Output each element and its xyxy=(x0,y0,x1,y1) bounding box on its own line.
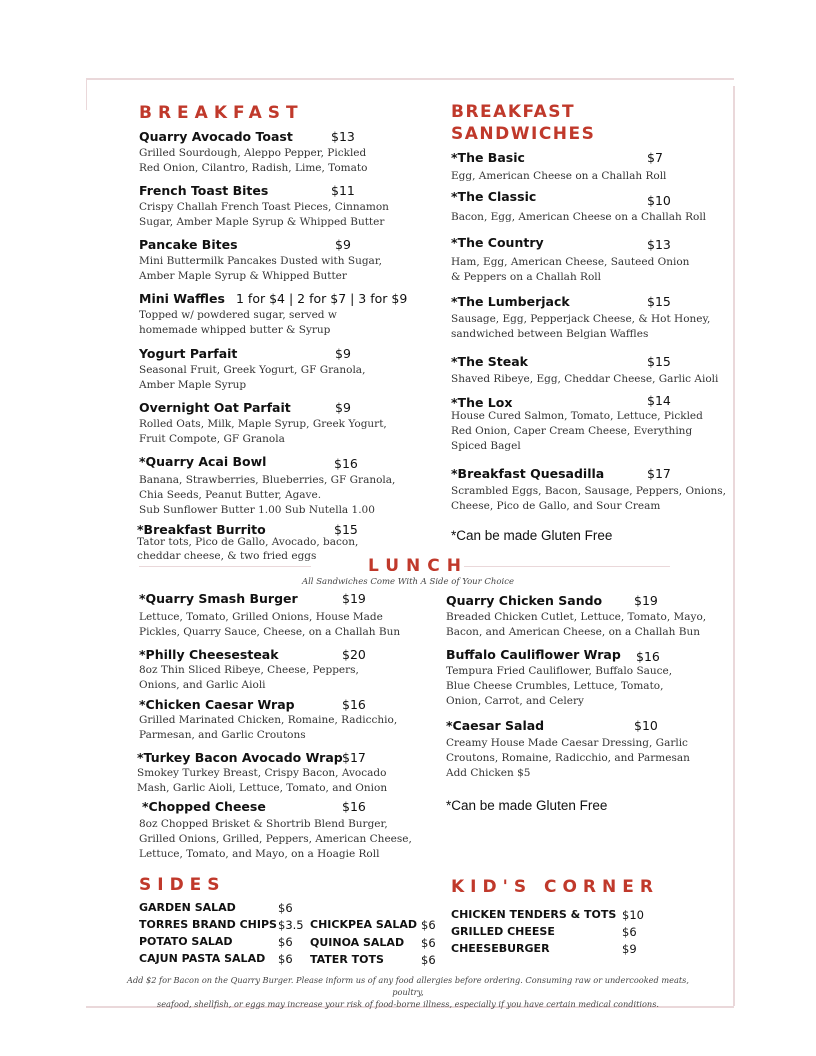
item-price: $17 xyxy=(342,750,366,765)
kids-name: GRILLED CHEESE xyxy=(451,925,555,938)
item-desc: Shaved Ribeye, Egg, Cheddar Cheese, Garlic Aioli xyxy=(451,373,719,385)
side-name: GARDEN SALAD xyxy=(139,901,236,914)
side-name: TORRES BRAND CHIPS xyxy=(139,918,277,931)
item-desc: House Cured Salmon, Tomato, Lettuce, Pickled xyxy=(451,410,703,422)
sides-heading: SIDES xyxy=(139,875,226,895)
item-price: 1 for $4 | 2 for $7 | 3 for $9 xyxy=(236,291,408,306)
item-price: $13 xyxy=(331,129,355,144)
item-desc: Bacon, and American Cheese, on a Challah Bun xyxy=(446,626,700,638)
item-desc: Amber Maple Syrup xyxy=(139,379,247,391)
item-desc: Lettuce, Tomato, and Mayo, on a Hoagie Roll xyxy=(139,848,380,860)
item-desc: Ham, Egg, American Cheese, Sauteed Onion xyxy=(451,256,690,268)
item-desc: Chia Seeds, Peanut Butter, Agave. xyxy=(139,489,322,501)
item-desc: Blue Cheese Crumbles, Lettuce, Tomato, xyxy=(446,680,664,692)
item-desc: cheddar cheese, & two fried eggs xyxy=(137,550,317,562)
side-name: QUINOA SALAD xyxy=(310,936,405,949)
item-price: $10 xyxy=(647,193,671,208)
side-price: $6 xyxy=(421,936,436,950)
item-price: $15 xyxy=(647,294,671,309)
item-name: French Toast Bites xyxy=(139,183,269,198)
item-desc: Grilled Sourdough, Aleppo Pepper, Pickled xyxy=(139,147,367,159)
item-desc: Add Chicken $5 xyxy=(446,767,531,779)
item-desc: sandwiched between Belgian Waffles xyxy=(451,328,649,340)
item-price: $16 xyxy=(636,649,660,664)
item-desc: Red Onion, Cilantro, Radish, Lime, Tomato xyxy=(139,162,368,174)
lunch-subheading: All Sandwiches Come With A Side of Your Choice xyxy=(301,577,515,587)
side-price: $6 xyxy=(278,901,293,915)
item-name: *The Lox xyxy=(451,395,513,410)
item-desc: Fruit Compote, GF Granola xyxy=(139,433,285,445)
side-name: CHICKPEA SALAD xyxy=(310,918,417,931)
item-desc: Sausage, Egg, Pepperjack Cheese, & Hot Honey, xyxy=(451,313,711,325)
item-name: Quarry Chicken Sando xyxy=(446,593,603,608)
item-desc: Spiced Bagel xyxy=(451,440,521,452)
item-name: Buffalo Cauliflower Wrap xyxy=(446,647,621,662)
item-price: $19 xyxy=(342,591,366,606)
side-name: POTATO SALAD xyxy=(139,935,233,948)
item-price: $9 xyxy=(335,237,351,252)
item-desc: Parmesan, and Garlic Croutons xyxy=(139,729,306,741)
item-name: *The Classic xyxy=(451,189,537,204)
item-name: *Breakfast Quesadilla xyxy=(451,466,605,481)
item-name: *The Country xyxy=(451,235,544,250)
breakfast-heading: BREAKFAST xyxy=(139,103,304,123)
kids-price: $9 xyxy=(622,942,637,956)
item-price: $9 xyxy=(335,400,351,415)
side-name: CAJUN PASTA SALAD xyxy=(139,952,266,965)
item-desc: Rolled Oats, Milk, Maple Syrup, Greek Yogurt, xyxy=(139,418,387,430)
left-rule xyxy=(86,78,87,110)
item-name: *Chicken Caesar Wrap xyxy=(139,697,295,712)
top-rule xyxy=(86,78,734,80)
item-desc: Smokey Turkey Breast, Crispy Bacon, Avocado xyxy=(137,767,387,779)
item-desc: Tempura Fried Cauliflower, Buffalo Sauce, xyxy=(446,665,673,677)
sandwiches-heading-line2: SANDWICHES xyxy=(451,124,596,144)
item-price: $11 xyxy=(331,183,355,198)
kids-price: $10 xyxy=(622,908,644,922)
side-price: $6 xyxy=(421,953,436,967)
item-price: $16 xyxy=(342,697,366,712)
item-name: Pancake Bites xyxy=(139,237,238,252)
item-name: *Turkey Bacon Avocado Wrap xyxy=(137,750,343,765)
item-desc: Red Onion, Caper Cream Cheese, Everything xyxy=(451,425,693,437)
item-name: *Philly Cheesesteak xyxy=(139,647,279,662)
item-desc: 8oz Chopped Brisket & Shortrib Blend Burger, xyxy=(139,818,388,830)
item-desc: Amber Maple Syrup & Whipped Butter xyxy=(139,270,347,282)
kids-name: CHEESEBURGER xyxy=(451,942,550,955)
item-price: $9 xyxy=(335,346,351,361)
item-desc: Cheese, Pico de Gallo, and Sour Cream xyxy=(451,500,661,512)
item-desc: Banana, Strawberries, Blueberries, GF Granola, xyxy=(139,474,396,486)
allergy-disclaimer xyxy=(120,974,696,1010)
item-desc: Crispy Challah French Toast Pieces, Cinnamon xyxy=(139,201,389,213)
item-price: $20 xyxy=(342,647,366,662)
item-desc: Breaded Chicken Cutlet, Lettuce, Tomato, Mayo, xyxy=(446,611,707,623)
item-price: $14 xyxy=(647,393,671,408)
item-name: Mini Waffles xyxy=(139,291,225,306)
item-desc: Topped w/ powdered sugar, served w xyxy=(139,309,337,321)
item-desc: Onion, Carrot, and Celery xyxy=(446,695,584,707)
disclaimer-line: Add $2 for Bacon on the Quarry Burger. Please inform us of any food allergies before ordering. Consuming raw or undercooked meats, poultry, xyxy=(127,975,689,997)
kids-heading: KID'S CORNER xyxy=(451,877,659,897)
item-price: $15 xyxy=(334,522,358,537)
item-price: $16 xyxy=(342,799,366,814)
item-name: *Breakfast Burrito xyxy=(137,522,266,537)
right-rule xyxy=(733,86,735,1006)
item-name: Quarry Avocado Toast xyxy=(139,129,293,144)
side-price: $6 xyxy=(278,952,293,966)
item-name: *Chopped Cheese xyxy=(142,799,266,814)
gluten-free-note: *Can be made Gluten Free xyxy=(446,798,608,813)
item-desc: Tator tots, Pico de Gallo, Avocado, bacon, xyxy=(137,536,359,548)
item-name: *Quarry Smash Burger xyxy=(139,591,298,606)
item-desc: Lettuce, Tomato, Grilled Onions, House Made xyxy=(139,611,383,623)
sandwiches-heading-line1: BREAKFAST xyxy=(451,102,576,122)
item-desc: homemade whipped butter & Syrup xyxy=(139,324,331,336)
item-name: *The Steak xyxy=(451,354,528,369)
item-desc: Grilled Marinated Chicken, Romaine, Radicchio, xyxy=(139,714,398,726)
lunch-heading: LUNCH xyxy=(368,556,468,576)
kids-name: CHICKEN TENDERS & TOTS xyxy=(451,908,617,921)
item-desc: Seasonal Fruit, Greek Yogurt, GF Granola, xyxy=(139,364,366,376)
item-price: $7 xyxy=(647,150,663,165)
lunch-rule-right xyxy=(464,566,670,567)
item-name: *Caesar Salad xyxy=(446,718,545,733)
disclaimer-line: seafood, shellfish, or eggs may increase your risk of food-borne illness, especially if you have certain medical conditions. xyxy=(157,999,659,1009)
item-desc: 8oz Thin Sliced Ribeye, Cheese, Peppers, xyxy=(139,664,359,676)
item-price: $10 xyxy=(634,718,658,733)
item-price: $16 xyxy=(334,456,358,471)
item-name: Yogurt Parfait xyxy=(139,346,238,361)
item-desc: Scrambled Eggs, Bacon, Sausage, Peppers, Onions, xyxy=(451,485,727,497)
kids-price: $6 xyxy=(622,925,637,939)
lunch-rule-left xyxy=(139,566,311,567)
side-price: $6 xyxy=(421,918,436,932)
item-desc: Mini Buttermilk Pancakes Dusted with Sugar, xyxy=(139,255,383,267)
item-name: Overnight Oat Parfait xyxy=(139,400,291,415)
item-price: $13 xyxy=(647,237,671,252)
side-price: $6 xyxy=(278,935,293,949)
item-desc: Egg, American Cheese on a Challah Roll xyxy=(451,170,667,182)
item-name: *The Lumberjack xyxy=(451,294,570,309)
item-desc: Sub Sunflower Butter 1.00 Sub Nutella 1.00 xyxy=(139,504,375,516)
item-name: *The Basic xyxy=(451,150,525,165)
item-desc: Grilled Onions, Grilled, Peppers, American Cheese, xyxy=(139,833,412,845)
item-desc: Creamy House Made Caesar Dressing, Garlic xyxy=(446,737,688,749)
item-desc: Bacon, Egg, American Cheese on a Challah Roll xyxy=(451,211,707,223)
item-name: *Quarry Acai Bowl xyxy=(139,454,267,469)
item-desc: Mash, Garlic Aioli, Lettuce, Tomato, and Onion xyxy=(137,782,388,794)
item-price: $17 xyxy=(647,466,671,481)
item-desc: Onions, and Garlic Aioli xyxy=(139,679,266,691)
item-desc: Pickles, Quarry Sauce, Cheese, on a Challah Bun xyxy=(139,626,401,638)
item-desc: & Peppers on a Challah Roll xyxy=(451,271,601,283)
side-price: $3.5 xyxy=(278,918,304,932)
item-price: $19 xyxy=(634,593,658,608)
item-desc: Croutons, Romaine, Radicchio, and Parmesan xyxy=(446,752,690,764)
side-name: TATER TOTS xyxy=(310,953,384,966)
item-price: $15 xyxy=(647,354,671,369)
gluten-free-note: *Can be made Gluten Free xyxy=(451,528,613,543)
sandwiches-heading xyxy=(451,101,595,145)
item-desc: Sugar, Amber Maple Syrup & Whipped Butter xyxy=(139,216,385,228)
